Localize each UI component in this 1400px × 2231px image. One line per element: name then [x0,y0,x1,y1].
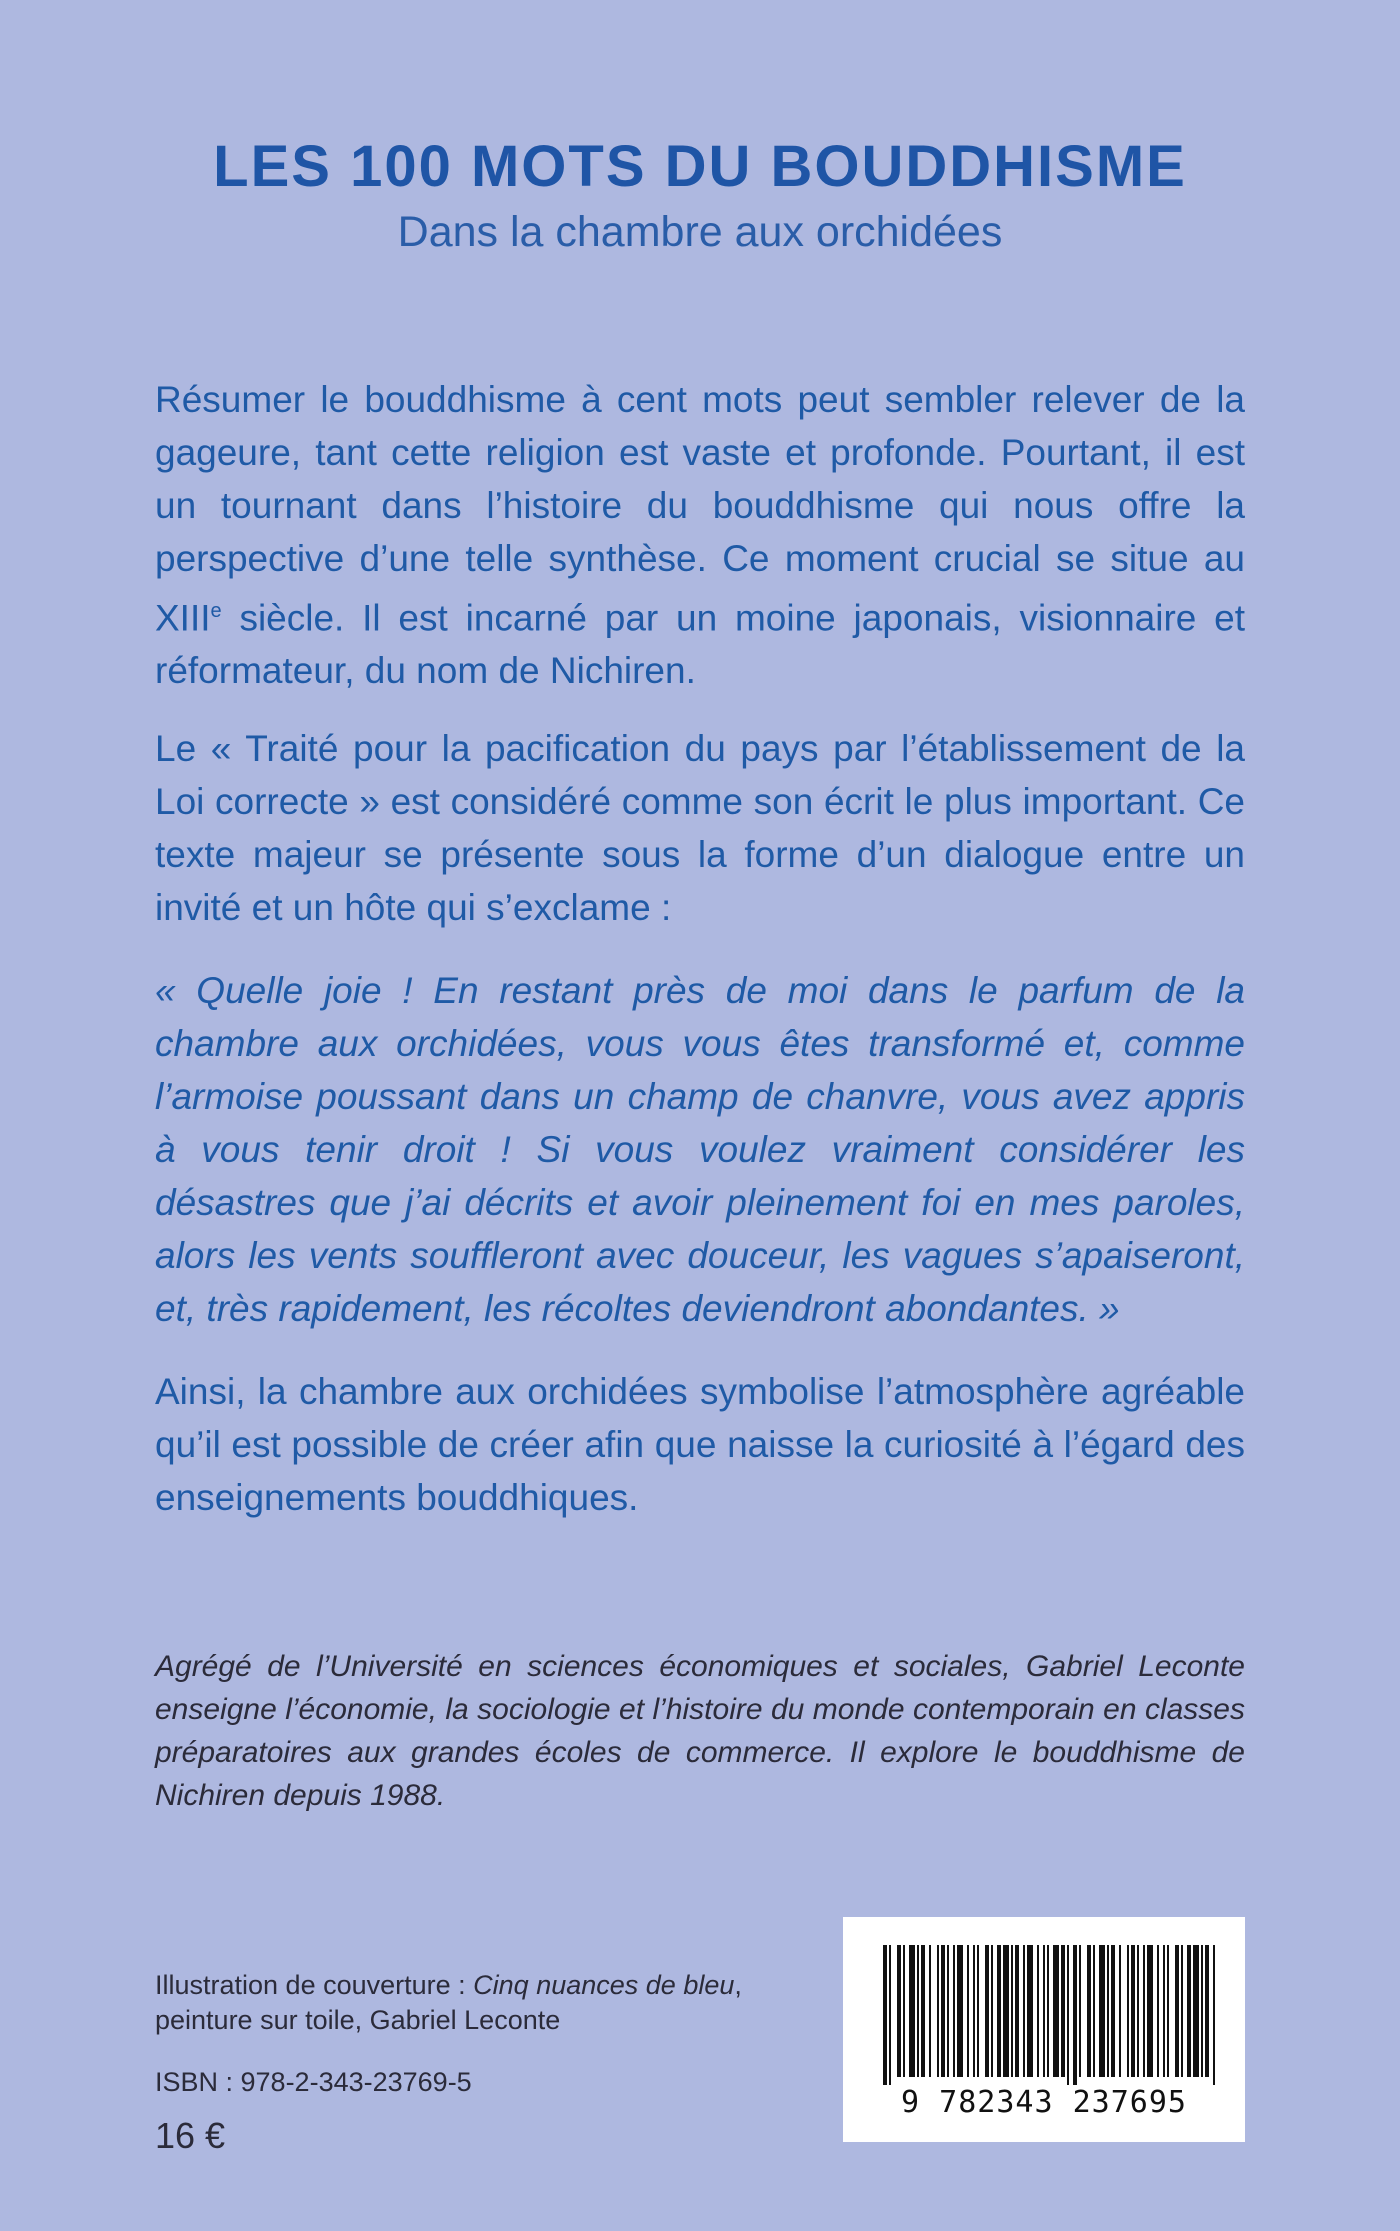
barcode [843,1917,1245,2142]
barcode-bar [929,1945,931,2077]
barcode-bar [1087,1945,1091,2077]
barcode-bar [909,1945,915,2077]
barcode-bar [1079,1945,1081,2077]
barcode-bar [1093,1945,1095,2077]
barcode-bar [1147,1945,1153,2077]
barcode-bar [985,1945,989,2077]
barcode-bar [1193,1945,1199,2077]
barcode-bar [889,1945,891,2085]
barcode-bar [1131,1945,1135,2077]
barcode-bar [1067,1945,1069,2085]
barcode-bar [1119,1945,1121,2077]
barcode-bar [903,1945,905,2077]
barcode-bar [967,1945,969,2077]
barcode-bar [1187,1945,1191,2077]
barcode-bar [917,1945,919,2077]
barcode-bar [1181,1945,1183,2077]
barcode-bar [957,1945,963,2077]
isbn: ISBN : 978-2-343-23769-5 [155,2067,472,2097]
barcode-bar [947,1945,949,2077]
barcode-bar [997,1945,1001,2077]
barcode-bar [1157,1945,1159,2077]
paragraph-treatise: Le « Traité pour la pacification du pays par l’établissement de la Loi correcte » est considéré comme son écrit le plus important. Ce texte majeur se présente sous la forme d’un dialogue entre un invité et un hôte qui s’exclame : [155,728,1245,928]
barcode-bar [1167,1945,1169,2077]
paragraph-conclusion: Ainsi, la chambre aux orchidées symbolise l’atmosphère agréable qu’il est possible de créer afin que naisse la curiosité à l’égard des enseignements bouddhiques. [155,1371,1245,1518]
credit-line2: peinture sur toile, Gabriel Leconte [155,2005,561,2035]
barcode-bar [883,1945,887,2085]
barcode-bar [1127,1945,1129,2077]
barcode-bar [1201,1945,1203,2077]
paragraph-intro-part2: siècle. Il est incarné par un moine japonais, visionnaire et réformateur, du nom de Nichiren. [155,597,1245,692]
credit-artwork-title: Cinq nuances de bleu [473,1970,735,2000]
author-bio: Agrégé de l’Université en sciences économiques et sociales, Gabriel Leconte enseigne l’économie, la sociologie et l’histoire du monde contemporain en classes préparatoires aux grandes écoles de commerce. Il explore le bouddhisme de Nichiren depuis 1988. [155,1650,1245,1812]
barcode-bar [973,1945,975,2077]
barcode-bar [1107,1945,1109,2077]
barcode-bar [897,1945,901,2077]
barcode-bar [1099,1945,1105,2077]
barcode-bar [1137,1945,1139,2077]
barcode-bar [991,1945,993,2077]
paragraph-intro [155,373,1245,697]
barcode-bar [1047,1945,1049,2077]
cover-illustration-credit [155,1968,742,2038]
book-subtitle: Dans la chambre aux orchidées [397,208,1003,256]
quote-nichiren: « Quelle joie ! En restant près de moi dans le parfum de la chambre aux orchidées, vous vous êtes transformé et, comme l’armoise poussant dans un champ de chanvre, vous avez appris à vous tenir droit ! Si vous voulez vraiment considérer les désastres que j’ai décrits et avoir pleinement foi en mes paroles, alors les vents souffleront avec douceur, les vagues s’apaiseront, et, très rapidement, les récoltes deviendront abondantes. » [155,970,1245,1329]
barcode-bar [1163,1945,1165,2077]
price: 16 € [155,2115,226,2156]
book-title: LES 100 MOTS DU BOUDDHISME [213,134,1187,199]
paragraph-intro-part1: Résumer le bouddhisme à cent mots peut sembler relever de la gageure, tant cette religion est vaste et profonde. Pourtant, il est un tournant dans l’histoire du bouddhisme qui nous offre la perspective d’une telle synthèse. Ce moment crucial se situe au XIII [155,379,1245,639]
barcode-bar [1213,1945,1215,2085]
barcode-bar [977,1945,979,2077]
barcode-bar [941,1945,945,2077]
barcode-bar [1061,1945,1065,2077]
barcode-bar [1073,1945,1077,2085]
barcode-bar [1043,1945,1045,2077]
barcode-bar [1111,1945,1115,2077]
century-superscript: e [210,600,222,622]
barcode-bar [1205,1945,1209,2077]
barcode-bar [937,1945,939,2077]
barcode-bar [921,1945,925,2077]
barcode-bar [1015,1945,1019,2077]
barcode-bar [1023,1945,1025,2077]
barcode-bar [1011,1945,1013,2077]
barcode-bar [1003,1945,1009,2077]
credit-label: Illustration de couverture : [155,1970,474,2000]
barcode-bar [953,1945,955,2077]
barcode-bar [1027,1945,1033,2077]
barcode-bar [1175,1945,1179,2077]
credit-comma: , [734,1970,742,2000]
barcode-bar [1143,1945,1145,2077]
barcode-bar [1053,1945,1059,2077]
barcode-number: 9 782343 237695 [901,2085,1187,2120]
barcode-bar [1037,1945,1039,2077]
